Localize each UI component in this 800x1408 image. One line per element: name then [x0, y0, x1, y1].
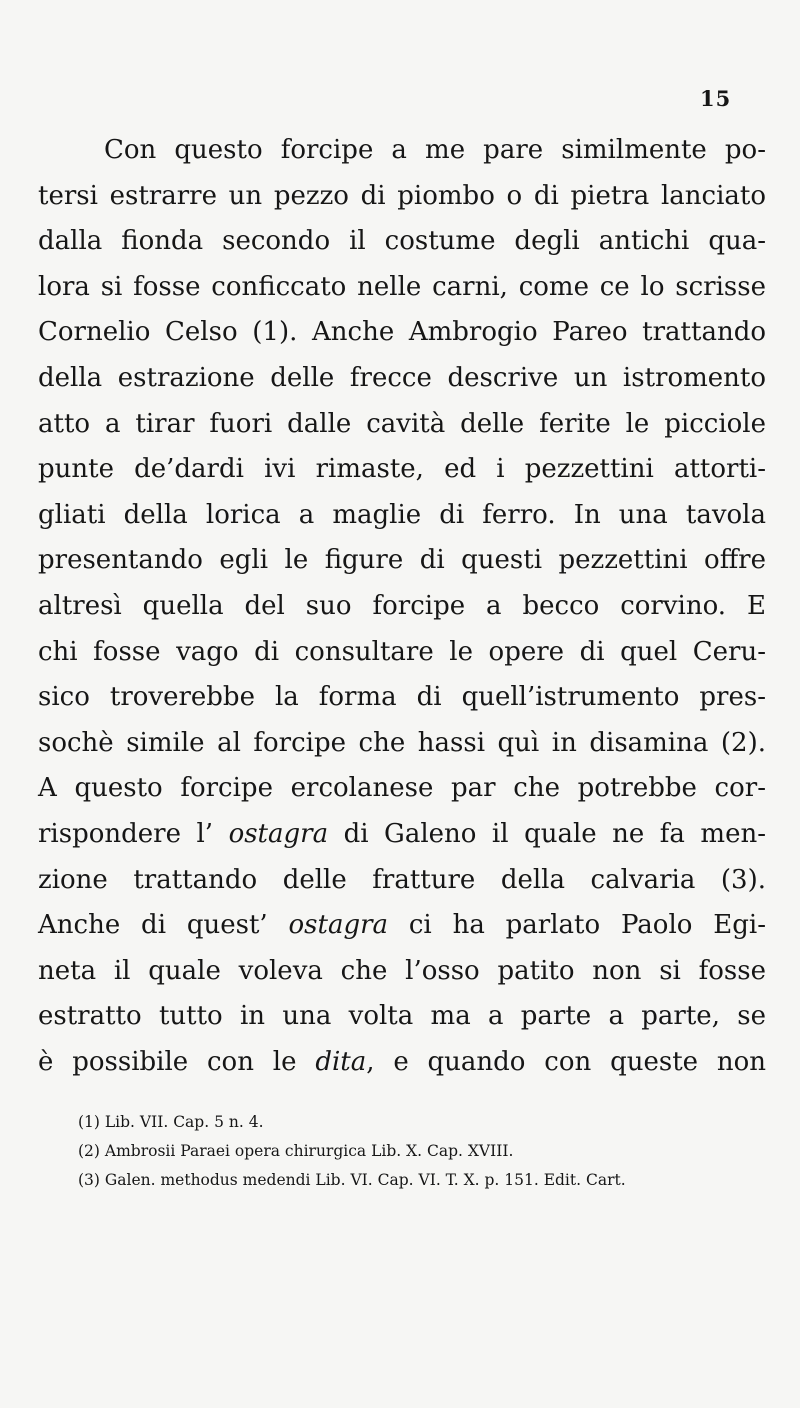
text-segment: lora si fosse conficcato nelle carni, come ce lo scrisse	[38, 271, 766, 302]
text-segment: tersi estrarre un pezzo di piombo o di pietra lanciato	[38, 180, 766, 211]
text-line	[38, 493, 766, 539]
text-segment: punte de’dardi ivi rimaste, ed i pezzettini attorti-	[38, 454, 766, 485]
text-line	[38, 402, 766, 448]
text-line	[38, 903, 766, 949]
text-segment: Anche di quest’	[38, 910, 289, 941]
text-segment: ci ha parlato Paolo Egi-	[388, 910, 766, 941]
text-segment: zione trattando delle fratture della calvaria (3).	[38, 864, 766, 895]
text-line	[38, 538, 766, 584]
text-line	[38, 219, 766, 265]
text-line	[38, 310, 766, 356]
italic-term: dita	[315, 1046, 367, 1077]
italic-term: ostagra	[228, 818, 329, 849]
text-segment: rispondere l’	[38, 818, 229, 849]
text-line	[38, 994, 766, 1040]
text-segment: A questo forcipe ercolanese par che potrebbe cor-	[38, 773, 766, 804]
text-segment: di Galeno il quale ne fa men-	[328, 818, 766, 849]
text-line	[38, 721, 766, 767]
text-segment: atto a tirar fuori dalle cavità delle ferite le picciole	[38, 408, 766, 439]
text-line	[38, 675, 766, 721]
text-line	[38, 858, 766, 904]
text-line	[38, 356, 766, 402]
text-segment: chi fosse vago di consultare le opere di quel Ceru-	[38, 636, 766, 667]
page-number: 15	[700, 86, 732, 111]
footnote: (1) Lib. VII. Cap. 5 n. 4.	[78, 1113, 264, 1131]
text-line	[38, 174, 766, 220]
text-line	[38, 1040, 766, 1086]
text-segment: della estrazione delle frecce descrive un istromento	[38, 362, 766, 393]
text-segment: Cornelio Celso (1). Anche Ambrogio Pareo trattando	[38, 317, 766, 348]
text-line	[38, 447, 766, 493]
text-segment: dalla fionda secondo il costume degli antichi qua-	[38, 226, 766, 257]
text-line	[38, 128, 766, 174]
text-segment: Con questo forcipe a me pare similmente po-	[104, 135, 766, 165]
footnotes	[78, 1108, 758, 1195]
text-segment: è possibile con le	[38, 1046, 316, 1077]
footnote: (2) Ambrosii Paraei opera chirurgica Lib. X. Cap. XVIII.	[78, 1142, 514, 1160]
text-segment: neta il quale voleva che l’osso patito non si fosse	[38, 955, 766, 986]
text-segment: , e quando con queste non	[366, 1046, 766, 1077]
text-line	[38, 812, 766, 858]
text-segment: sochè simile al forcipe che hassi quì in disamina (2).	[38, 727, 766, 758]
italic-term: ostagra	[288, 910, 389, 941]
text-segment: gliati della lorica a maglie di ferro. In una tavola	[38, 499, 766, 530]
text-segment: presentando egli le figure di questi pezzettini offre	[38, 545, 766, 576]
text-line	[38, 630, 766, 676]
text-segment: estratto tutto in una volta ma a parte a parte, se	[38, 1001, 766, 1032]
footnote: (3) Galen. methodus medendi Lib. VI. Cap. VI. T. X. p. 151. Edit. Cart.	[78, 1171, 626, 1189]
text-line	[38, 949, 766, 995]
text-line	[38, 265, 766, 311]
body-text	[38, 128, 766, 1085]
text-line	[38, 766, 766, 812]
text-segment: sico troverebbe la forma di quell’istrumento pres-	[38, 682, 766, 713]
text-line	[38, 584, 766, 630]
text-segment: altresì quella del suo forcipe a becco corvino. E	[38, 590, 766, 621]
